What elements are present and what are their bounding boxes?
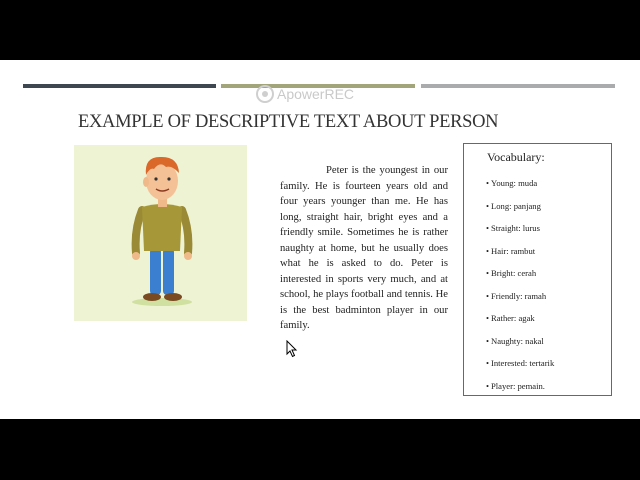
mouse-cursor-icon xyxy=(286,340,298,358)
vocab-item: • Player: pemain. xyxy=(486,381,554,404)
vocab-item: • Bright: cerah xyxy=(486,268,554,291)
vocab-item: • Interested: tertarik xyxy=(486,358,554,381)
vocab-item: • Rather: agak xyxy=(486,313,554,336)
vocabulary-title: Vocabulary: xyxy=(487,150,545,164)
descriptive-paragraph: Peter is the youngest in our family. He is fourteen years old and four years younger than me. He has long, straight hair, bright eyes and a friendly smile. Sometimes he is rather naughty at home, but he usually does what he is asked to do. Peter is interested in sports very much, and at school, he plays football and tennis. He is the best badminton player in our family. xyxy=(280,165,448,331)
vocab-item: • Straight: lurus xyxy=(486,223,554,246)
vocab-item: • Naughty: nakal xyxy=(486,336,554,359)
vocabulary-box xyxy=(463,143,612,396)
header-bar-dark xyxy=(23,84,216,88)
slide-title: EXAMPLE OF DESCRIPTIVE TEXT ABOUT PERSON xyxy=(78,112,499,132)
vocab-item: • Long: panjang xyxy=(486,201,554,224)
header-bar-gray xyxy=(421,84,615,88)
vocab-item: • Young: muda xyxy=(486,178,554,201)
watermark-text: ApowerREC xyxy=(277,86,355,102)
boy-figure-image xyxy=(74,145,247,321)
slide xyxy=(0,60,640,419)
recorder-watermark xyxy=(256,83,354,105)
record-watermark-icon xyxy=(256,85,274,103)
vocab-item: • Hair: rambut xyxy=(486,246,554,269)
vocab-item: • Friendly: ramah xyxy=(486,291,554,314)
person-illustration xyxy=(74,145,247,321)
vocabulary-list xyxy=(486,178,554,403)
